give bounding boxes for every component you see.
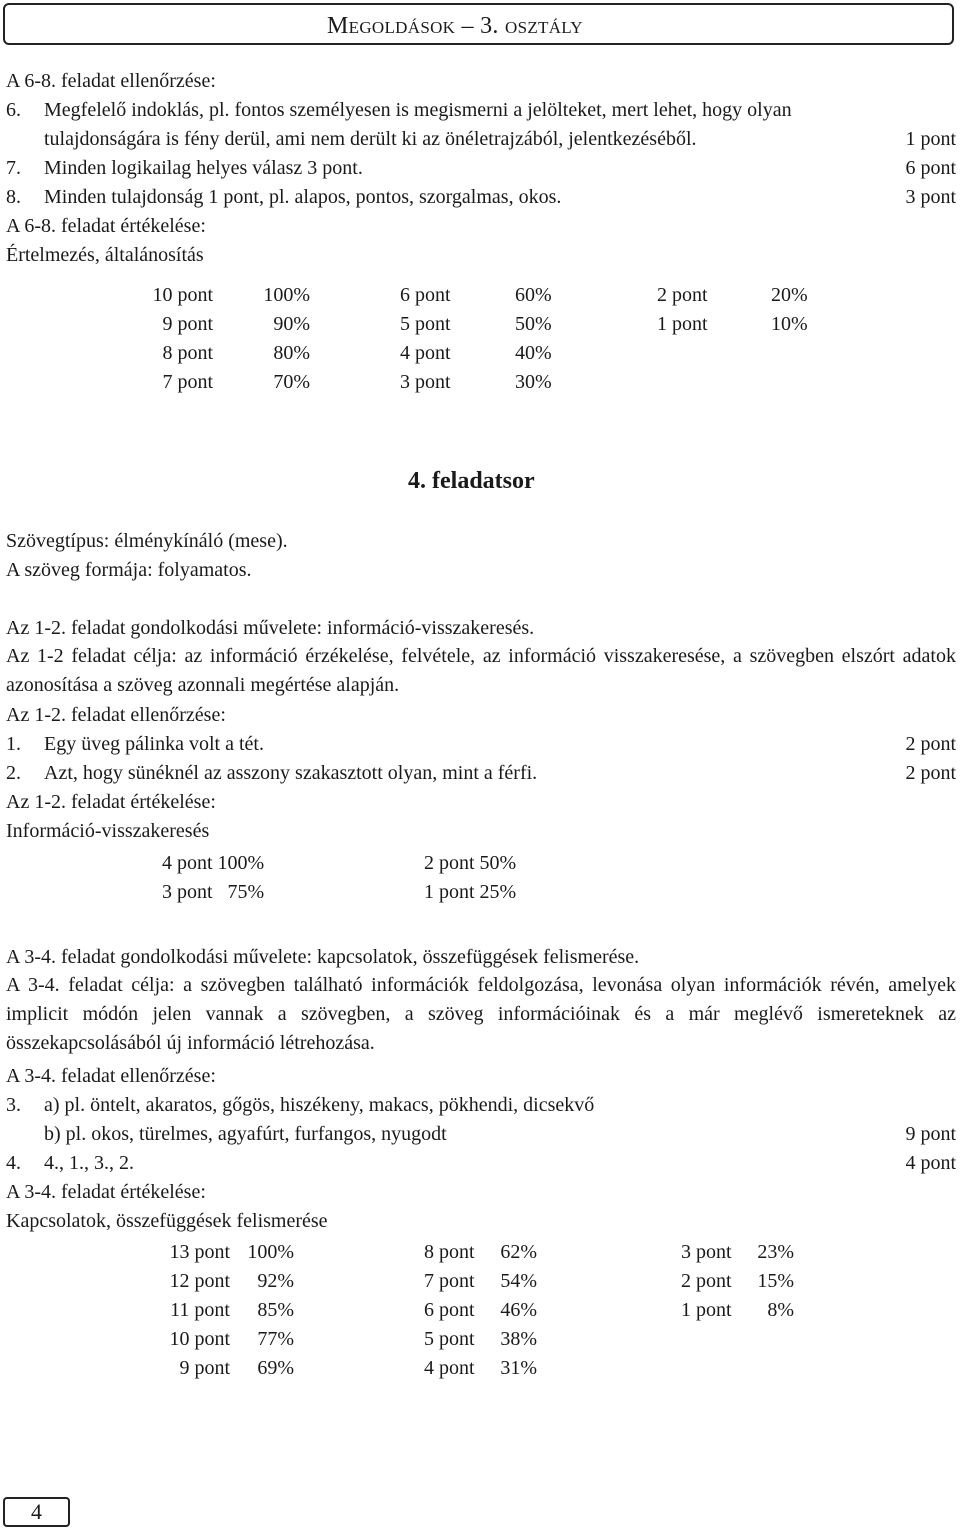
table-cell: 8 pont xyxy=(424,1241,475,1263)
table-cell: 80% xyxy=(273,342,310,364)
table-cell: 40% xyxy=(515,342,552,364)
table-cell: 54% xyxy=(500,1270,537,1292)
table-cell: 12 pont xyxy=(169,1270,230,1292)
table-cell: 46% xyxy=(500,1299,537,1321)
table-cell: 69% xyxy=(257,1357,294,1379)
item-2-number: 2. xyxy=(6,762,21,784)
table-cell: 2 pont xyxy=(681,1270,732,1292)
table-cell: 3 pont xyxy=(400,371,451,393)
table-cell: 38% xyxy=(500,1328,537,1350)
text-form: A szöveg formája: folyamatos. xyxy=(6,559,252,581)
item-3a-text: a) pl. öntelt, akaratos, gőgös, hiszékeny, makacs, pökhendi, dicsekvő xyxy=(44,1094,595,1116)
table-cell: 3 pont xyxy=(681,1241,732,1263)
item-6-number: 6. xyxy=(6,99,21,121)
table-cell: 5 pont xyxy=(400,313,451,335)
table-cell: 9 pont xyxy=(179,1357,230,1379)
page-number: 4 xyxy=(3,1497,70,1527)
table-cell: 62% xyxy=(500,1241,537,1263)
check-heading-1-2: Az 1-2. feladat ellenőrzése: xyxy=(6,704,226,726)
check-heading-6-8: A 6-8. feladat ellenőrzése: xyxy=(6,70,216,92)
eval-sub-3-4: Kapcsolatok, összefüggések felismerése xyxy=(6,1210,328,1232)
operation-3-4: A 3-4. feladat gondolkodási művelete: kapcsolatok, összefüggések felismerése. xyxy=(6,946,640,968)
operation-1-2: Az 1-2. feladat gondolkodási művelete: információ-visszakeresés. xyxy=(6,617,535,639)
eval-heading-6-8: A 6-8. feladat értékelése: xyxy=(6,215,206,237)
table-cell: 8% xyxy=(767,1299,794,1321)
table-cell: 13 pont xyxy=(169,1241,230,1263)
table-cell: 100% xyxy=(247,1241,294,1263)
text-type: Szövegtípus: élménykínáló (mese). xyxy=(6,530,288,552)
item-6-line2: tulajdonságára is fény derül, ami nem derült ki az önéletrajzából, jelentkezéséből. xyxy=(44,128,697,150)
table-cell: 77% xyxy=(257,1328,294,1350)
item-2-text: Azt, hogy sünéknél az asszony szakasztott olyan, mint a férfi. xyxy=(44,762,538,784)
table-cell: 7 pont xyxy=(162,371,213,393)
table-cell: 100% xyxy=(263,284,310,306)
eval-sub-6-8: Értelmezés, általánosítás xyxy=(6,244,204,266)
item-1-number: 1. xyxy=(6,733,21,755)
table-cell: 2 pont 50% xyxy=(424,852,517,874)
table-cell: 1 pont xyxy=(681,1299,732,1321)
table-cell: 90% xyxy=(273,313,310,335)
table-cell: 10 pont xyxy=(152,284,213,306)
table-cell: 70% xyxy=(273,371,310,393)
table-cell: 5 pont xyxy=(424,1328,475,1350)
table-cell: 30% xyxy=(515,371,552,393)
table-cell: 7 pont xyxy=(424,1270,475,1292)
table-cell: 1 pont 25% xyxy=(424,881,517,903)
table-cell: 15% xyxy=(757,1270,794,1292)
table-cell: 4 pont xyxy=(424,1357,475,1379)
item-8-number: 8. xyxy=(6,186,21,208)
item-3-number: 3. xyxy=(6,1094,21,1116)
goal-3-4: A 3-4. feladat célja: a szövegben található információk feldolgozása, levonása olyan információk révén, amelyek implicit módón jelen vannak a szövegben, a szöveg információinak és a már meglévő ismereteknek az összekapcsolásából új információ létrehozása. xyxy=(6,974,956,1054)
table-cell: 31% xyxy=(500,1357,537,1379)
item-6-line1: Megfelelő indoklás, pl. fontos személyesen is megismerni a jelölteket, mert lehet, hogy olyan xyxy=(44,99,792,121)
table-cell: 50% xyxy=(515,313,552,335)
table-cell: 92% xyxy=(257,1270,294,1292)
check-heading-3-4: A 3-4. feladat ellenőrzése: xyxy=(6,1065,216,1087)
page-header-title: Megoldások – 3. osztály xyxy=(327,13,583,39)
table-cell: 10% xyxy=(771,313,808,335)
item-1-text: Egy üveg pálinka volt a tét. xyxy=(44,733,264,755)
table-cell: 9 pont xyxy=(162,313,213,335)
table-cell: 6 pont xyxy=(400,284,451,306)
item-7-text: Minden logikailag helyes válasz 3 pont. xyxy=(44,157,363,179)
table-cell: 10 pont xyxy=(169,1328,230,1350)
item-8-text: Minden tulajdonság 1 pont, pl. alapos, pontos, szorgalmas, okos. xyxy=(44,186,562,208)
item-7-points: 6 pont xyxy=(905,157,956,179)
item-4-points: 4 pont xyxy=(905,1152,956,1174)
section-title: 4. feladatsor xyxy=(408,468,535,494)
goal-1-2: Az 1-2 feladat célja: az információ érzékelése, felvétele, az információ visszakeresése, a szövegben elszórt adatok azonosítása a szöveg azonnali megértése alapján. xyxy=(6,645,956,696)
item-4-number: 4. xyxy=(6,1152,21,1174)
table-cell: 60% xyxy=(515,284,552,306)
item-2-points: 2 pont xyxy=(905,762,956,784)
table-cell: 2 pont xyxy=(657,284,708,306)
table-cell: 85% xyxy=(257,1299,294,1321)
table-cell: 6 pont xyxy=(424,1299,475,1321)
item-3b-text: b) pl. okos, türelmes, agyafúrt, furfangos, nyugodt xyxy=(44,1123,447,1145)
table-cell: 1 pont xyxy=(657,313,708,335)
item-8-points: 3 pont xyxy=(905,186,956,208)
table-cell: 11 pont xyxy=(170,1299,230,1321)
item-4-text: 4., 1., 3., 2. xyxy=(44,1152,134,1174)
table-cell: 3 pont 75% xyxy=(162,881,265,903)
table-cell: 8 pont xyxy=(162,342,213,364)
item-3-points: 9 pont xyxy=(905,1123,956,1145)
table-cell: 4 pont xyxy=(400,342,451,364)
table-cell: 23% xyxy=(757,1241,794,1263)
item-1-points: 2 pont xyxy=(905,733,956,755)
eval-sub-1-2: Információ-visszakeresés xyxy=(6,820,210,842)
eval-heading-3-4: A 3-4. feladat értékelése: xyxy=(6,1181,206,1203)
eval-heading-1-2: Az 1-2. feladat értékelése: xyxy=(6,791,216,813)
item-6-points: 1 pont xyxy=(905,128,956,150)
item-7-number: 7. xyxy=(6,157,21,179)
table-cell: 4 pont 100% xyxy=(162,852,265,874)
table-cell: 20% xyxy=(771,284,808,306)
